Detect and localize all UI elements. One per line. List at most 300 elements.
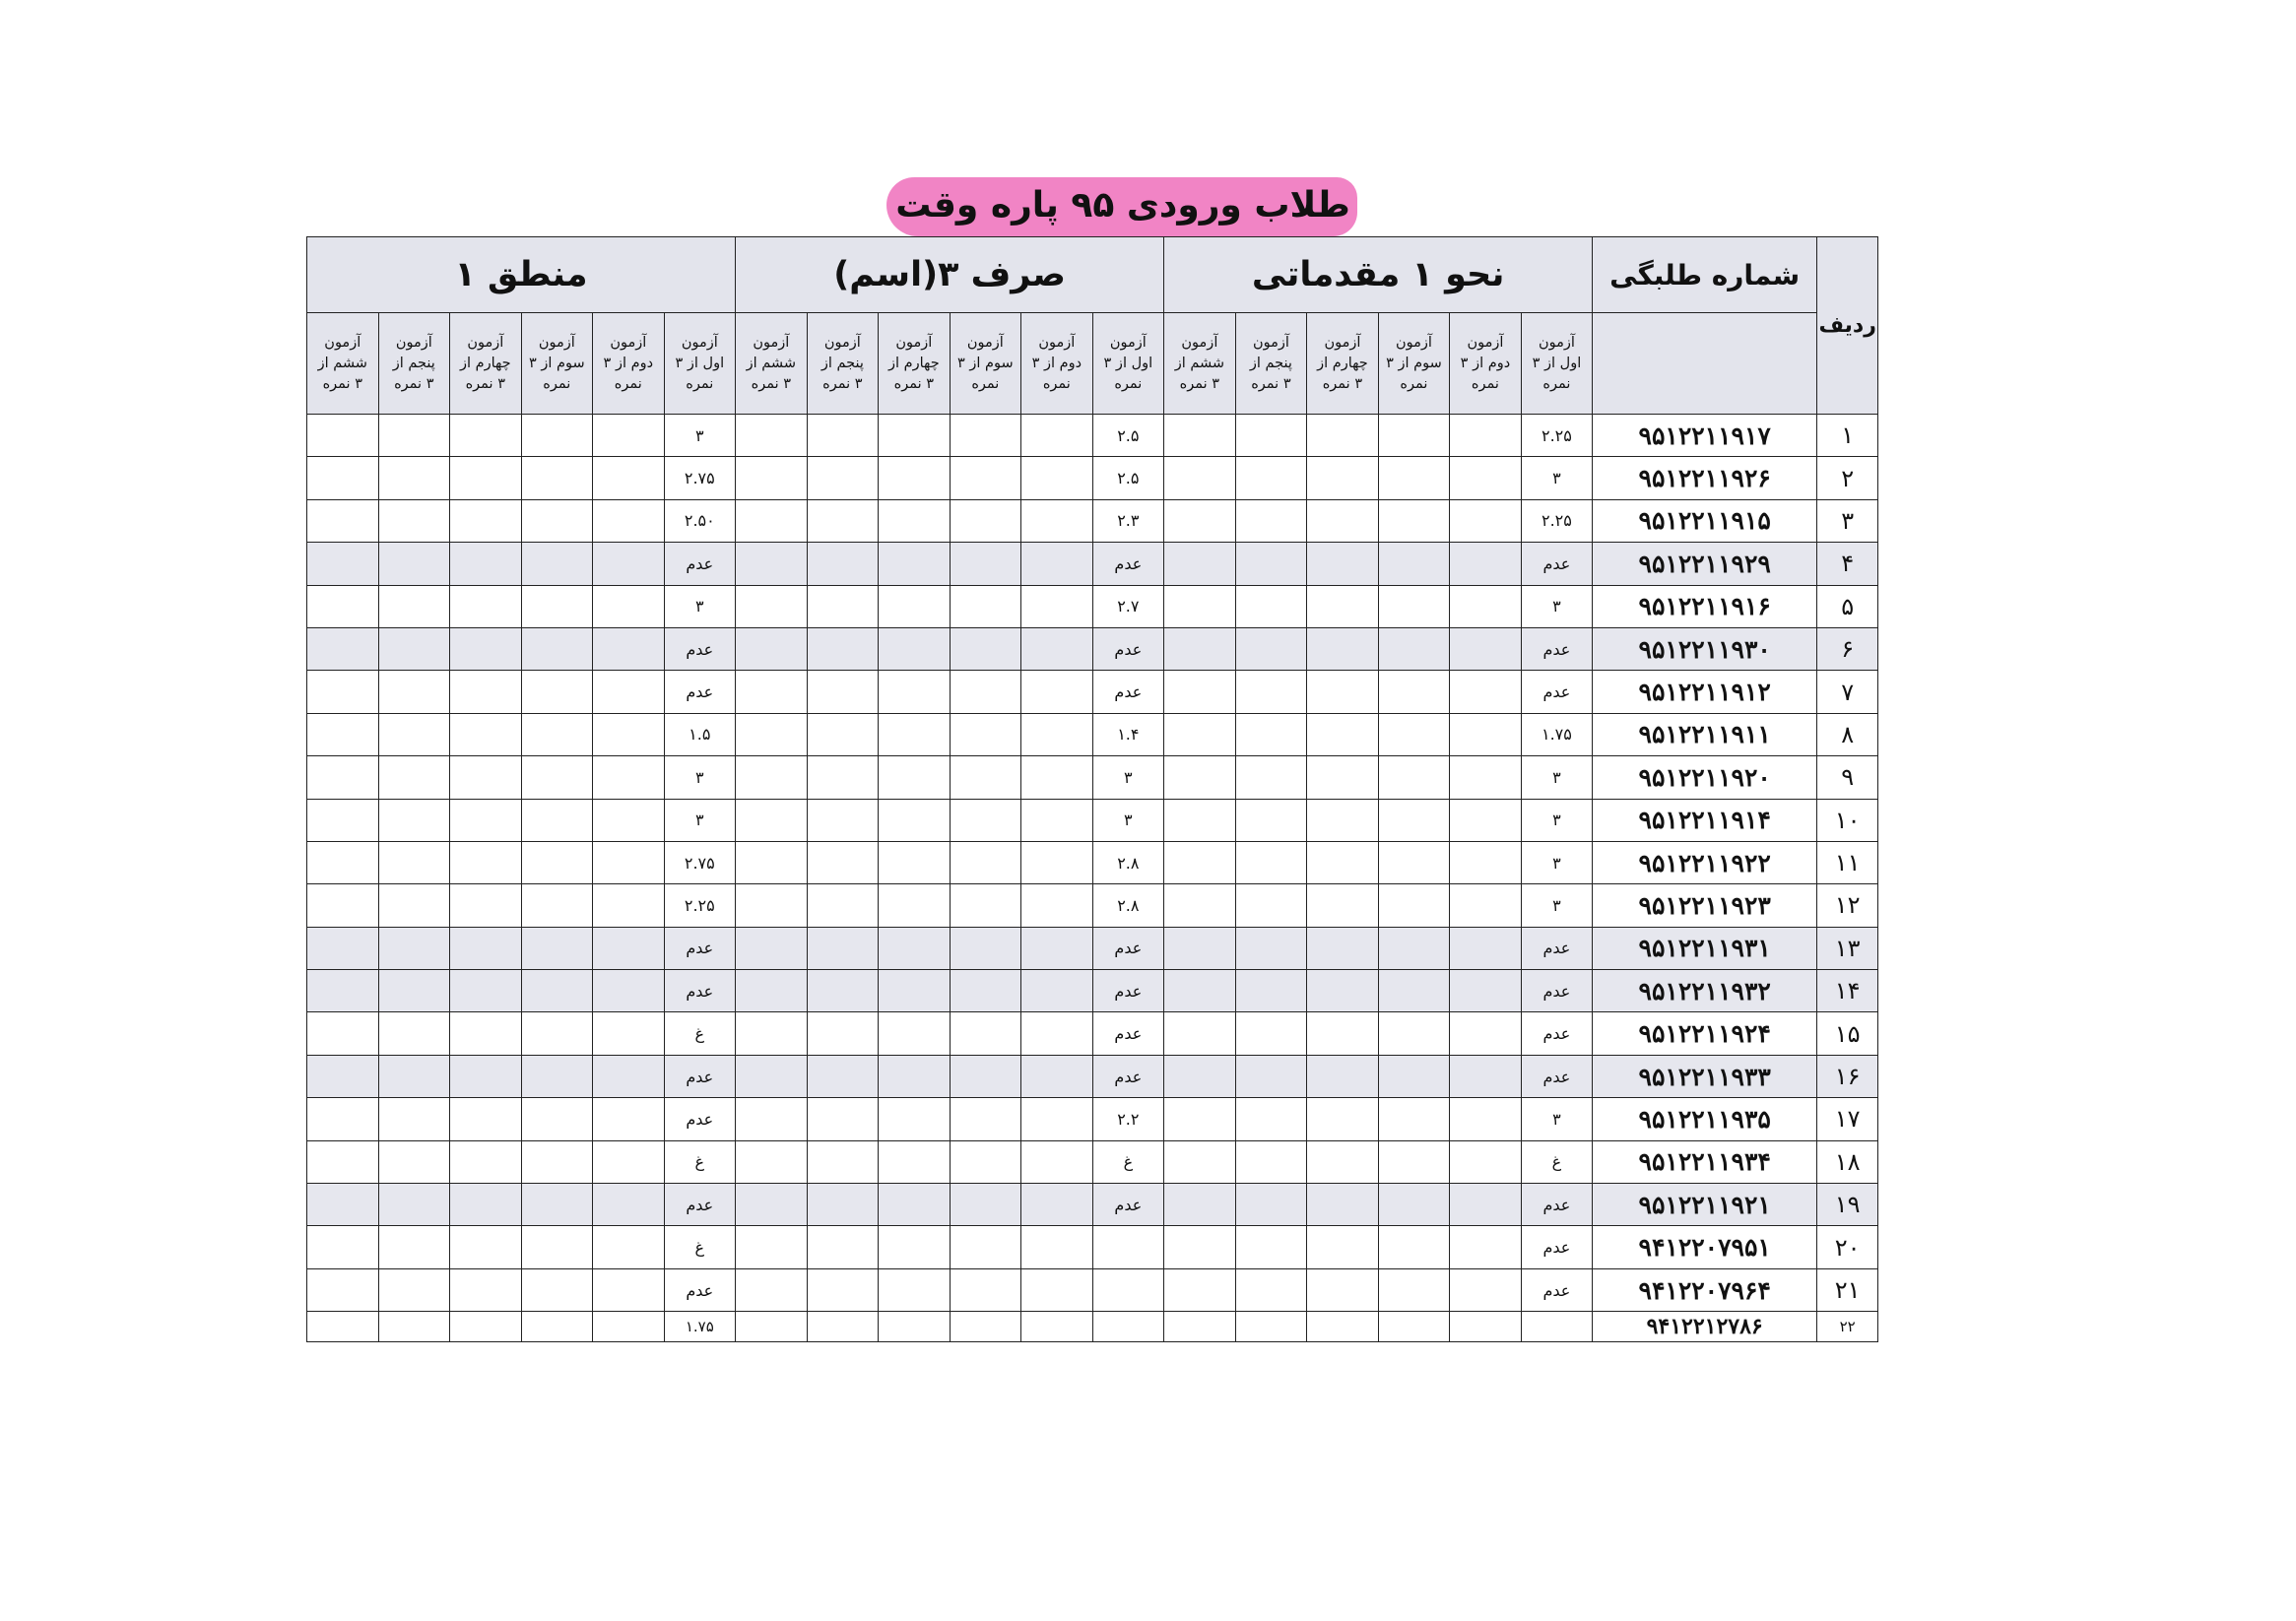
score-cell: ۲.۷۵ <box>664 457 736 499</box>
score-cell <box>736 756 808 799</box>
score-cell <box>736 1226 808 1268</box>
score-cell <box>950 1140 1021 1183</box>
table-row <box>307 1012 1878 1055</box>
score-cell <box>1092 1312 1164 1342</box>
score-cell <box>378 415 450 457</box>
score-cell <box>593 970 665 1012</box>
score-cell: عدم <box>1092 627 1164 670</box>
grades-table-container <box>306 236 1878 1371</box>
score-cell <box>307 627 379 670</box>
score-cell <box>378 457 450 499</box>
exam-column-label-line: ۳ نمره <box>1251 375 1291 392</box>
row-number-cell: ۴ <box>1817 543 1878 585</box>
exam-column-label-line: ۳ نمره <box>394 375 434 392</box>
score-cell <box>950 1268 1021 1311</box>
score-cell: ۲.۲۵ <box>1521 415 1593 457</box>
score-cell <box>307 1012 379 1055</box>
score-cell <box>593 1012 665 1055</box>
score-cell <box>1164 1098 1236 1140</box>
score-cell <box>1021 415 1093 457</box>
score-cell <box>736 1268 808 1311</box>
exam-column-label-line: آزمون <box>1109 334 1147 351</box>
score-cell <box>1450 841 1522 883</box>
score-cell <box>1092 1226 1164 1268</box>
score-cell: عدم <box>1521 1012 1593 1055</box>
score-cell <box>378 713 450 755</box>
student-number-cell: ۹۵۱۲۲۱۱۹۱۷ <box>1593 415 1817 457</box>
score-cell: ۲.۸ <box>1092 884 1164 927</box>
score-cell <box>1235 1226 1307 1268</box>
score-cell <box>593 1184 665 1226</box>
score-cell <box>1378 415 1450 457</box>
score-cell <box>1307 1268 1379 1311</box>
score-cell <box>307 1140 379 1183</box>
score-cell <box>1235 756 1307 799</box>
student-number-cell: ۹۵۱۲۲۱۱۹۳۲ <box>1593 970 1817 1012</box>
exam-column-label-line: آزمون <box>324 334 361 351</box>
student-number-cell: ۹۵۱۲۲۱۱۹۳۳ <box>1593 1055 1817 1097</box>
score-cell <box>593 499 665 542</box>
row-number-cell: ۲ <box>1817 457 1878 499</box>
score-cell <box>450 1055 522 1097</box>
score-cell <box>807 499 879 542</box>
exam-column-header <box>593 313 665 415</box>
score-cell <box>1307 499 1379 542</box>
score-cell <box>1164 927 1236 969</box>
score-cell <box>450 671 522 713</box>
sub-header-row <box>307 313 1878 415</box>
score-cell <box>1378 1012 1450 1055</box>
score-cell <box>307 499 379 542</box>
score-cell <box>1450 1226 1522 1268</box>
score-cell <box>950 884 1021 927</box>
exam-column-header <box>307 313 379 415</box>
score-cell: عدم <box>664 1098 736 1140</box>
score-cell <box>1164 799 1236 841</box>
exam-column-label-line: آزمون <box>1467 334 1504 351</box>
score-cell <box>521 927 593 969</box>
table-row <box>307 927 1878 969</box>
score-cell <box>1450 1012 1522 1055</box>
score-cell <box>307 970 379 1012</box>
score-cell <box>1378 671 1450 713</box>
score-cell <box>1378 627 1450 670</box>
score-cell <box>807 1098 879 1140</box>
score-cell <box>1307 799 1379 841</box>
student-number-cell: ۹۵۱۲۲۱۱۹۱۴ <box>1593 799 1817 841</box>
score-cell <box>950 499 1021 542</box>
score-cell: ۳ <box>1521 841 1593 883</box>
score-cell: ۳ <box>1521 457 1593 499</box>
score-cell <box>307 1184 379 1226</box>
score-cell <box>1235 627 1307 670</box>
exam-column-label-line: ششم از <box>746 355 796 371</box>
exam-column-label-line: پنجم از <box>1249 355 1292 371</box>
score-cell <box>1092 1268 1164 1311</box>
score-cell <box>450 884 522 927</box>
score-cell <box>1021 585 1093 627</box>
student-number-cell: ۹۵۱۲۲۱۱۹۱۲ <box>1593 671 1817 713</box>
score-cell <box>1164 671 1236 713</box>
student-number-cell: ۹۴۱۲۲۱۲۷۸۶ <box>1593 1312 1817 1342</box>
score-cell <box>1235 415 1307 457</box>
score-cell: ۲.۳ <box>1092 499 1164 542</box>
score-cell <box>1235 970 1307 1012</box>
score-cell <box>879 1312 951 1342</box>
exam-column-header <box>521 313 593 415</box>
score-cell <box>736 499 808 542</box>
score-cell: ۲.۲ <box>1092 1098 1164 1140</box>
score-cell: ۱.۷۵ <box>664 1312 736 1342</box>
score-cell: ۲.۵ <box>1092 457 1164 499</box>
score-cell: عدم <box>1521 671 1593 713</box>
score-cell <box>1307 415 1379 457</box>
row-number-cell: ۱۰ <box>1817 799 1878 841</box>
score-cell <box>593 713 665 755</box>
exam-column-label-line: ۳ نمره <box>465 375 505 392</box>
score-cell: غ <box>664 1140 736 1183</box>
score-cell <box>1235 1184 1307 1226</box>
score-cell: ۳ <box>664 415 736 457</box>
row-number-cell: ۲۲ <box>1817 1312 1878 1342</box>
student-number-cell: ۹۵۱۲۲۱۱۹۱۵ <box>1593 499 1817 542</box>
score-cell <box>521 1140 593 1183</box>
score-cell <box>521 415 593 457</box>
score-cell <box>450 1268 522 1311</box>
score-cell <box>307 457 379 499</box>
exam-column-label-line: نمره <box>1114 375 1143 392</box>
score-cell <box>1378 841 1450 883</box>
score-cell <box>950 1312 1021 1342</box>
exam-column-label-line: سوم از ۳ <box>528 355 585 371</box>
score-cell: ۳ <box>1092 799 1164 841</box>
student-number-cell: ۹۵۱۲۲۱۱۹۲۱ <box>1593 1184 1817 1226</box>
score-cell <box>450 627 522 670</box>
score-cell <box>450 970 522 1012</box>
score-cell <box>879 713 951 755</box>
score-cell <box>1021 627 1093 670</box>
score-cell <box>1378 499 1450 542</box>
score-cell <box>593 927 665 969</box>
score-cell <box>807 970 879 1012</box>
student-number-cell: ۹۵۱۲۲۱۱۹۲۳ <box>1593 884 1817 927</box>
score-cell <box>307 585 379 627</box>
score-cell: ۳ <box>1521 884 1593 927</box>
exam-column-header <box>1164 313 1236 415</box>
score-cell <box>593 884 665 927</box>
score-cell: غ <box>1092 1140 1164 1183</box>
table-row <box>307 756 1878 799</box>
score-cell: ۳ <box>664 756 736 799</box>
score-cell: عدم <box>1521 1268 1593 1311</box>
exam-column-label-line: نمره <box>1042 375 1071 392</box>
exam-column-header <box>450 313 522 415</box>
row-number-cell: ۱۳ <box>1817 927 1878 969</box>
score-cell <box>1450 1312 1522 1342</box>
score-cell <box>307 671 379 713</box>
score-cell <box>1235 927 1307 969</box>
row-number-cell: ۱۹ <box>1817 1184 1878 1226</box>
score-cell <box>950 1184 1021 1226</box>
score-cell <box>521 1184 593 1226</box>
score-cell <box>1307 1098 1379 1140</box>
score-cell <box>1378 799 1450 841</box>
score-cell: عدم <box>664 927 736 969</box>
score-cell <box>1021 499 1093 542</box>
page-title: طلاب ورودی ۹۵ پاره وقت <box>895 185 1350 226</box>
score-cell <box>1307 713 1379 755</box>
table-row <box>307 671 1878 713</box>
score-cell: ۳ <box>1521 585 1593 627</box>
table-row <box>307 1268 1878 1311</box>
student-number-cell: ۹۴۱۲۲۰۷۹۶۴ <box>1593 1268 1817 1311</box>
score-cell <box>1235 585 1307 627</box>
score-cell <box>1307 671 1379 713</box>
score-cell <box>1164 756 1236 799</box>
score-cell <box>1307 585 1379 627</box>
score-cell <box>1164 841 1236 883</box>
score-cell <box>593 457 665 499</box>
table-row <box>307 713 1878 755</box>
score-cell <box>1164 713 1236 755</box>
row-number-cell: ۶ <box>1817 627 1878 670</box>
score-cell: ۲.۷ <box>1092 585 1164 627</box>
score-cell <box>521 671 593 713</box>
score-cell <box>521 1012 593 1055</box>
exam-column-label-line: آزمون <box>1324 334 1361 351</box>
score-cell: عدم <box>1092 543 1164 585</box>
score-cell <box>1378 884 1450 927</box>
score-cell <box>450 756 522 799</box>
score-cell <box>1021 671 1093 713</box>
exam-column-label-line: آزمون <box>467 334 504 351</box>
score-cell <box>807 841 879 883</box>
score-cell: ۲.۵ <box>1092 415 1164 457</box>
score-cell <box>521 713 593 755</box>
score-cell: عدم <box>1521 1226 1593 1268</box>
score-cell <box>1021 1184 1093 1226</box>
score-cell <box>378 1012 450 1055</box>
exam-column-label-line: نمره <box>686 375 714 392</box>
score-cell <box>378 841 450 883</box>
score-cell <box>807 1312 879 1342</box>
score-cell <box>593 1268 665 1311</box>
score-cell <box>879 970 951 1012</box>
score-cell <box>450 1012 522 1055</box>
score-cell <box>1021 1098 1093 1140</box>
table-row <box>307 543 1878 585</box>
score-cell <box>1378 1098 1450 1140</box>
score-cell <box>521 884 593 927</box>
student-number-cell: ۹۵۱۲۲۱۱۹۲۲ <box>1593 841 1817 883</box>
score-cell <box>807 457 879 499</box>
score-cell <box>378 543 450 585</box>
score-cell <box>378 756 450 799</box>
table-row <box>307 1098 1878 1140</box>
score-cell <box>736 799 808 841</box>
score-cell <box>1450 713 1522 755</box>
exam-column-label-line: آزمون <box>1252 334 1289 351</box>
score-cell <box>736 543 808 585</box>
score-cell <box>1450 671 1522 713</box>
score-cell <box>736 1012 808 1055</box>
score-cell <box>521 1312 593 1342</box>
score-cell <box>950 1055 1021 1097</box>
score-cell <box>879 1012 951 1055</box>
score-cell <box>1378 1055 1450 1097</box>
score-cell <box>1164 585 1236 627</box>
score-cell <box>807 1226 879 1268</box>
score-cell <box>1235 499 1307 542</box>
score-cell <box>450 415 522 457</box>
score-cell <box>879 799 951 841</box>
score-cell <box>1450 1140 1522 1183</box>
group-header-nahw: نحو ۱ مقدماتی <box>1164 237 1593 313</box>
score-cell <box>378 671 450 713</box>
score-cell <box>1235 1098 1307 1140</box>
score-cell <box>1378 713 1450 755</box>
score-cell <box>450 799 522 841</box>
score-cell <box>736 671 808 713</box>
score-cell <box>879 1184 951 1226</box>
score-cell: عدم <box>664 1268 736 1311</box>
score-cell <box>1307 884 1379 927</box>
table-row <box>307 884 1878 927</box>
score-cell <box>1307 927 1379 969</box>
score-cell <box>307 1312 379 1342</box>
score-cell: ۲.۸ <box>1092 841 1164 883</box>
score-cell <box>378 884 450 927</box>
score-cell <box>1164 499 1236 542</box>
row-number-cell: ۱۱ <box>1817 841 1878 883</box>
score-cell: ۱.۷۵ <box>1521 713 1593 755</box>
score-cell <box>1021 756 1093 799</box>
exam-column-label-line: ششم از <box>1174 355 1225 371</box>
score-cell <box>1164 1268 1236 1311</box>
score-cell <box>593 841 665 883</box>
table-row <box>307 970 1878 1012</box>
score-cell <box>378 1098 450 1140</box>
score-cell <box>593 671 665 713</box>
score-cell <box>879 457 951 499</box>
score-cell: عدم <box>664 1184 736 1226</box>
exam-column-label-line: دوم از ۳ <box>603 355 654 371</box>
score-cell <box>1307 1055 1379 1097</box>
exam-column-label-line: نمره <box>1542 375 1571 392</box>
exam-column-header <box>1378 313 1450 415</box>
score-cell <box>736 627 808 670</box>
score-cell: عدم <box>1521 627 1593 670</box>
score-cell <box>1450 627 1522 670</box>
exam-column-header <box>1521 313 1593 415</box>
row-number-cell: ۲۰ <box>1817 1226 1878 1268</box>
score-cell <box>307 884 379 927</box>
score-cell <box>879 585 951 627</box>
table-row <box>307 1140 1878 1183</box>
exam-column-label-line: ۳ نمره <box>1179 375 1220 392</box>
score-cell: ۳ <box>1521 756 1593 799</box>
student-number-cell: ۹۵۱۲۲۱۱۹۱۱ <box>1593 713 1817 755</box>
score-cell <box>807 671 879 713</box>
score-cell: عدم <box>664 970 736 1012</box>
score-cell <box>736 884 808 927</box>
score-cell <box>593 1226 665 1268</box>
exam-column-header <box>1021 313 1093 415</box>
score-cell: عدم <box>1521 1184 1593 1226</box>
score-cell: عدم <box>1092 1012 1164 1055</box>
score-cell: عدم <box>664 671 736 713</box>
score-cell: ۳ <box>1521 1098 1593 1140</box>
score-cell <box>450 713 522 755</box>
score-cell <box>807 415 879 457</box>
score-cell <box>807 756 879 799</box>
score-cell <box>879 671 951 713</box>
score-cell <box>1164 1312 1236 1342</box>
score-cell <box>807 713 879 755</box>
row-number-header: ردیف <box>1817 237 1878 415</box>
score-cell <box>521 1226 593 1268</box>
score-cell <box>807 799 879 841</box>
exam-column-label-line: آزمون <box>823 334 861 351</box>
score-cell <box>450 1226 522 1268</box>
score-cell <box>1378 457 1450 499</box>
score-cell <box>1164 1226 1236 1268</box>
score-cell <box>521 841 593 883</box>
exam-column-header <box>1307 313 1379 415</box>
score-cell <box>1450 415 1522 457</box>
score-cell <box>307 713 379 755</box>
score-cell <box>521 457 593 499</box>
score-cell <box>1450 585 1522 627</box>
score-cell <box>879 841 951 883</box>
score-cell: عدم <box>1521 543 1593 585</box>
exam-column-label-line: ۳ نمره <box>822 375 863 392</box>
score-cell <box>1164 457 1236 499</box>
score-cell <box>1307 457 1379 499</box>
score-cell: عدم <box>1521 1055 1593 1097</box>
score-cell <box>1450 970 1522 1012</box>
exam-column-label-line: ۳ نمره <box>322 375 362 392</box>
table-row <box>307 457 1878 499</box>
group-header-row <box>307 237 1878 313</box>
exam-column-label-line: آزمون <box>1538 334 1575 351</box>
score-cell <box>1378 970 1450 1012</box>
score-cell <box>1164 1140 1236 1183</box>
score-cell <box>378 927 450 969</box>
row-number-cell: ۱۶ <box>1817 1055 1878 1097</box>
exam-column-header <box>1092 313 1164 415</box>
score-cell <box>950 457 1021 499</box>
score-cell <box>307 543 379 585</box>
score-cell <box>1164 1055 1236 1097</box>
student-number-cell: ۹۵۱۲۲۱۱۹۳۴ <box>1593 1140 1817 1183</box>
score-cell <box>736 585 808 627</box>
student-number-cell: ۹۵۱۲۲۱۱۹۲۹ <box>1593 543 1817 585</box>
score-cell <box>378 1312 450 1342</box>
score-cell <box>307 1226 379 1268</box>
exam-column-label-line: دوم از ۳ <box>1031 355 1082 371</box>
score-cell <box>307 415 379 457</box>
row-number-cell: ۱۲ <box>1817 884 1878 927</box>
score-cell <box>807 1268 879 1311</box>
exam-column-label-line: اول از ۳ <box>1532 355 1582 371</box>
row-number-cell: ۷ <box>1817 671 1878 713</box>
exam-column-label-line: دوم از ۳ <box>1460 355 1511 371</box>
grades-table <box>306 236 1878 1342</box>
score-cell: ۱.۵ <box>664 713 736 755</box>
student-number-cell: ۹۵۱۲۲۱۱۹۳۱ <box>1593 927 1817 969</box>
score-cell <box>378 499 450 542</box>
